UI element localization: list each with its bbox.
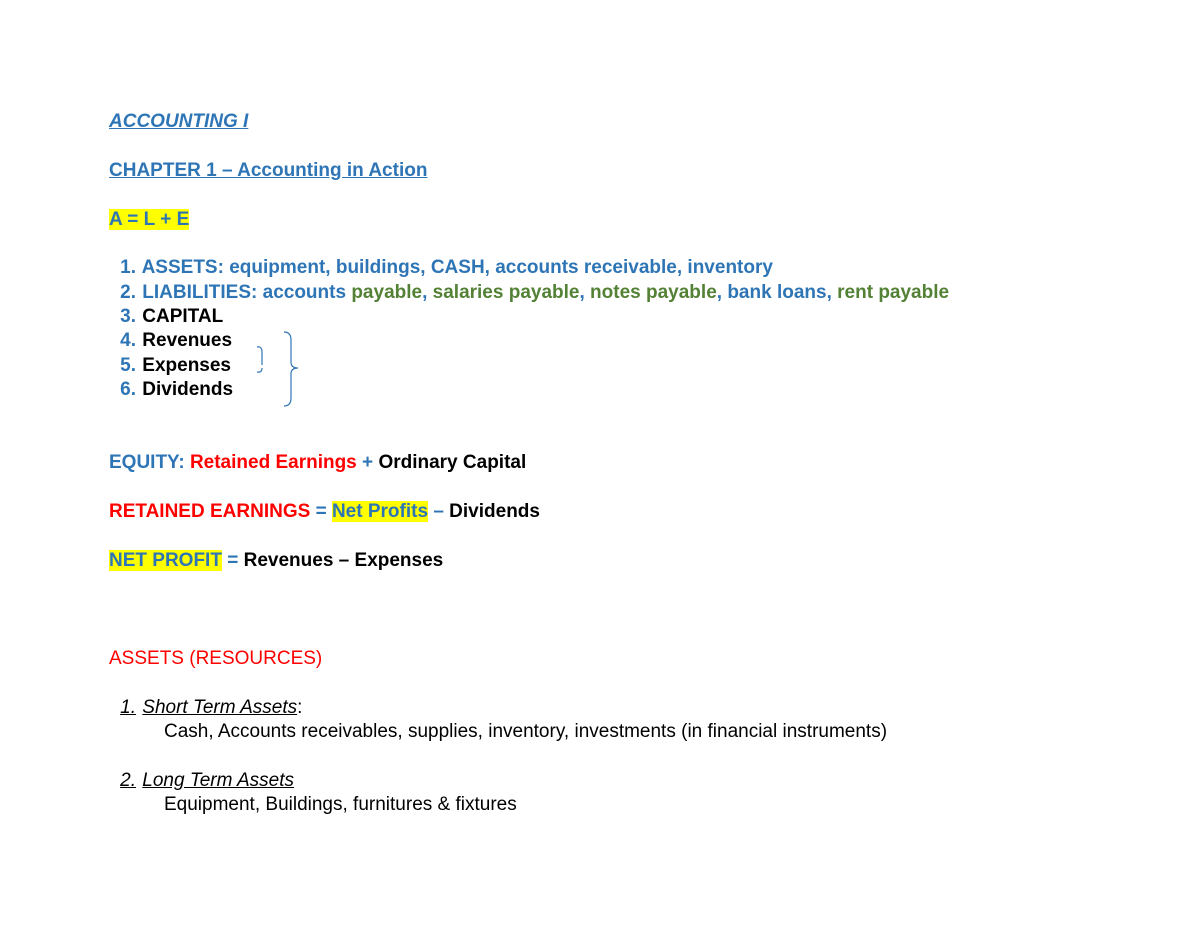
list-label: Expenses — [142, 355, 232, 376]
liabilities-part: , — [826, 282, 838, 303]
net-profit-formula: Revenues – Expenses — [243, 550, 444, 571]
chapter-heading: CHAPTER 1 – Accounting in Action — [109, 160, 428, 181]
list-number: 2. — [120, 282, 136, 303]
list-label: LIABILITIES: — [142, 282, 258, 303]
short-term-assets-item — [109, 696, 302, 720]
dividends-term: Dividends — [449, 501, 540, 522]
liabilities-part: , — [422, 282, 433, 303]
equity-label: EQUITY: — [109, 452, 185, 473]
doc-title: ACCOUNTING I — [109, 111, 249, 132]
list-text: equipment, buildings, CASH, accounts receivable, inventory — [223, 257, 773, 278]
liabilities-part: , — [716, 282, 728, 303]
list-number: 3. — [120, 306, 136, 327]
list-label: CAPITAL — [142, 306, 224, 327]
list-label: ASSETS: — [141, 257, 224, 278]
list-label: Revenues — [142, 330, 233, 351]
liabilities-part: , — [579, 282, 591, 303]
short-term-colon: : — [297, 697, 303, 718]
equals-sign: = — [227, 550, 239, 571]
list-number: 6. — [120, 379, 136, 400]
liabilities-part: notes payable — [590, 282, 717, 303]
accounting-equation-text: A = L + E — [109, 209, 190, 230]
equals-sign: = — [315, 501, 327, 522]
short-term-assets-label: Short Term Assets — [142, 697, 298, 718]
liabilities-part: bank loans — [727, 282, 827, 303]
retained-earnings-line — [109, 500, 540, 524]
long-term-assets-text: Equipment, Buildings, furnitures & fixtures — [164, 794, 517, 815]
long-term-assets-item — [109, 769, 294, 793]
retained-earnings-term: Retained Earnings — [189, 452, 357, 473]
net-profit-line — [109, 549, 443, 573]
liabilities-part: salaries payable — [432, 282, 580, 303]
minus-sign: – — [433, 501, 444, 522]
ordinary-capital-term: Ordinary Capital — [378, 452, 527, 473]
plus-sign: + — [362, 452, 374, 473]
list-number: 2. — [120, 770, 136, 791]
list-number: 1. — [120, 257, 136, 278]
equity-line — [109, 451, 526, 475]
list-number: 4. — [120, 330, 136, 351]
liabilities-part: payable — [351, 282, 423, 303]
list-number: 5. — [120, 355, 136, 376]
liabilities-part: accounts — [257, 282, 352, 303]
long-term-assets-label: Long Term Assets — [142, 770, 295, 791]
retained-earnings-label: RETAINED EARNINGS — [109, 501, 311, 522]
net-profits-term: Net Profits — [331, 501, 429, 522]
list-label: Dividends — [142, 379, 234, 400]
list-number: 1. — [120, 697, 136, 718]
net-profit-label: NET PROFIT — [109, 550, 222, 571]
liabilities-part: rent payable — [837, 282, 950, 303]
assets-heading: ASSETS (RESOURCES) — [109, 648, 323, 669]
short-term-assets-text: Cash, Accounts receivables, supplies, inventory, investments (in financial instruments) — [164, 721, 888, 742]
